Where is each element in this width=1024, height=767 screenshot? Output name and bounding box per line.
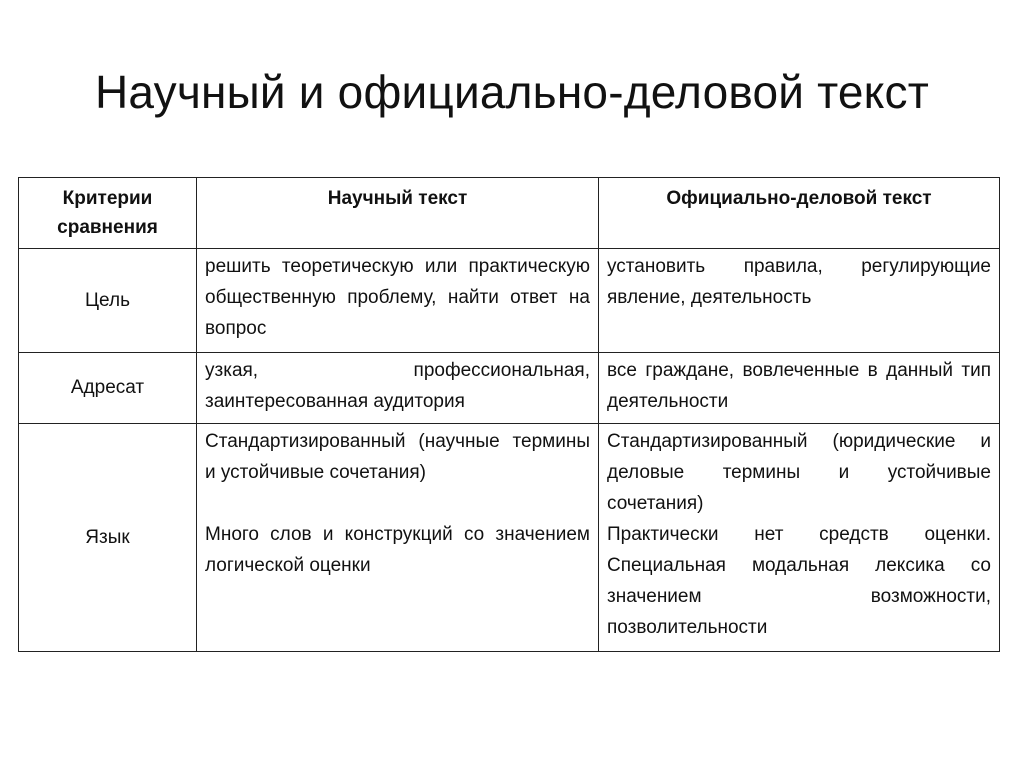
table-row-goal bbox=[19, 249, 1000, 353]
scientific-cell bbox=[197, 353, 599, 424]
cell-text: Стандартизированный (юридические и деловые термины и устойчивые сочетания) bbox=[607, 431, 991, 514]
cell-text: все граждане, вовлеченные в данный тип деятельности bbox=[607, 360, 991, 412]
header-scientific: Научный текст bbox=[197, 178, 599, 249]
scientific-cell bbox=[197, 249, 599, 353]
table-header-row bbox=[19, 178, 1000, 249]
criterion-cell: Цель bbox=[19, 249, 197, 353]
criterion-cell: Язык bbox=[19, 424, 197, 652]
criterion-cell: Адресат bbox=[19, 353, 197, 424]
cell-text: Много слов и конструкций со значением логической оценки bbox=[205, 524, 590, 576]
header-criteria: Критерии сравнения bbox=[19, 178, 197, 249]
cell-text: Стандартизированный (научные термины и устойчивые сочетания) bbox=[205, 431, 590, 483]
cell-text: установить правила, регулирующие явление, деятельность bbox=[607, 256, 991, 308]
official-cell bbox=[599, 249, 1000, 353]
table-row-addressee bbox=[19, 353, 1000, 424]
slide-title: Научный и официально-деловой текст bbox=[95, 66, 929, 118]
cell-text: узкая, профессиональная, заинтересованная аудитория bbox=[205, 360, 590, 412]
table-row-language bbox=[19, 424, 1000, 652]
header-official: Официально-деловой текст bbox=[599, 178, 1000, 249]
cell-text: Практически нет средств оценки. Специальная модальная лексика со значением возможности, позволительности bbox=[607, 524, 991, 638]
cell-text: решить теоретическую или практическую общественную проблему, найти ответ на вопрос bbox=[205, 256, 590, 339]
official-cell bbox=[599, 424, 1000, 652]
scientific-cell bbox=[197, 424, 599, 652]
comparison-table bbox=[18, 177, 1000, 652]
official-cell bbox=[599, 353, 1000, 424]
